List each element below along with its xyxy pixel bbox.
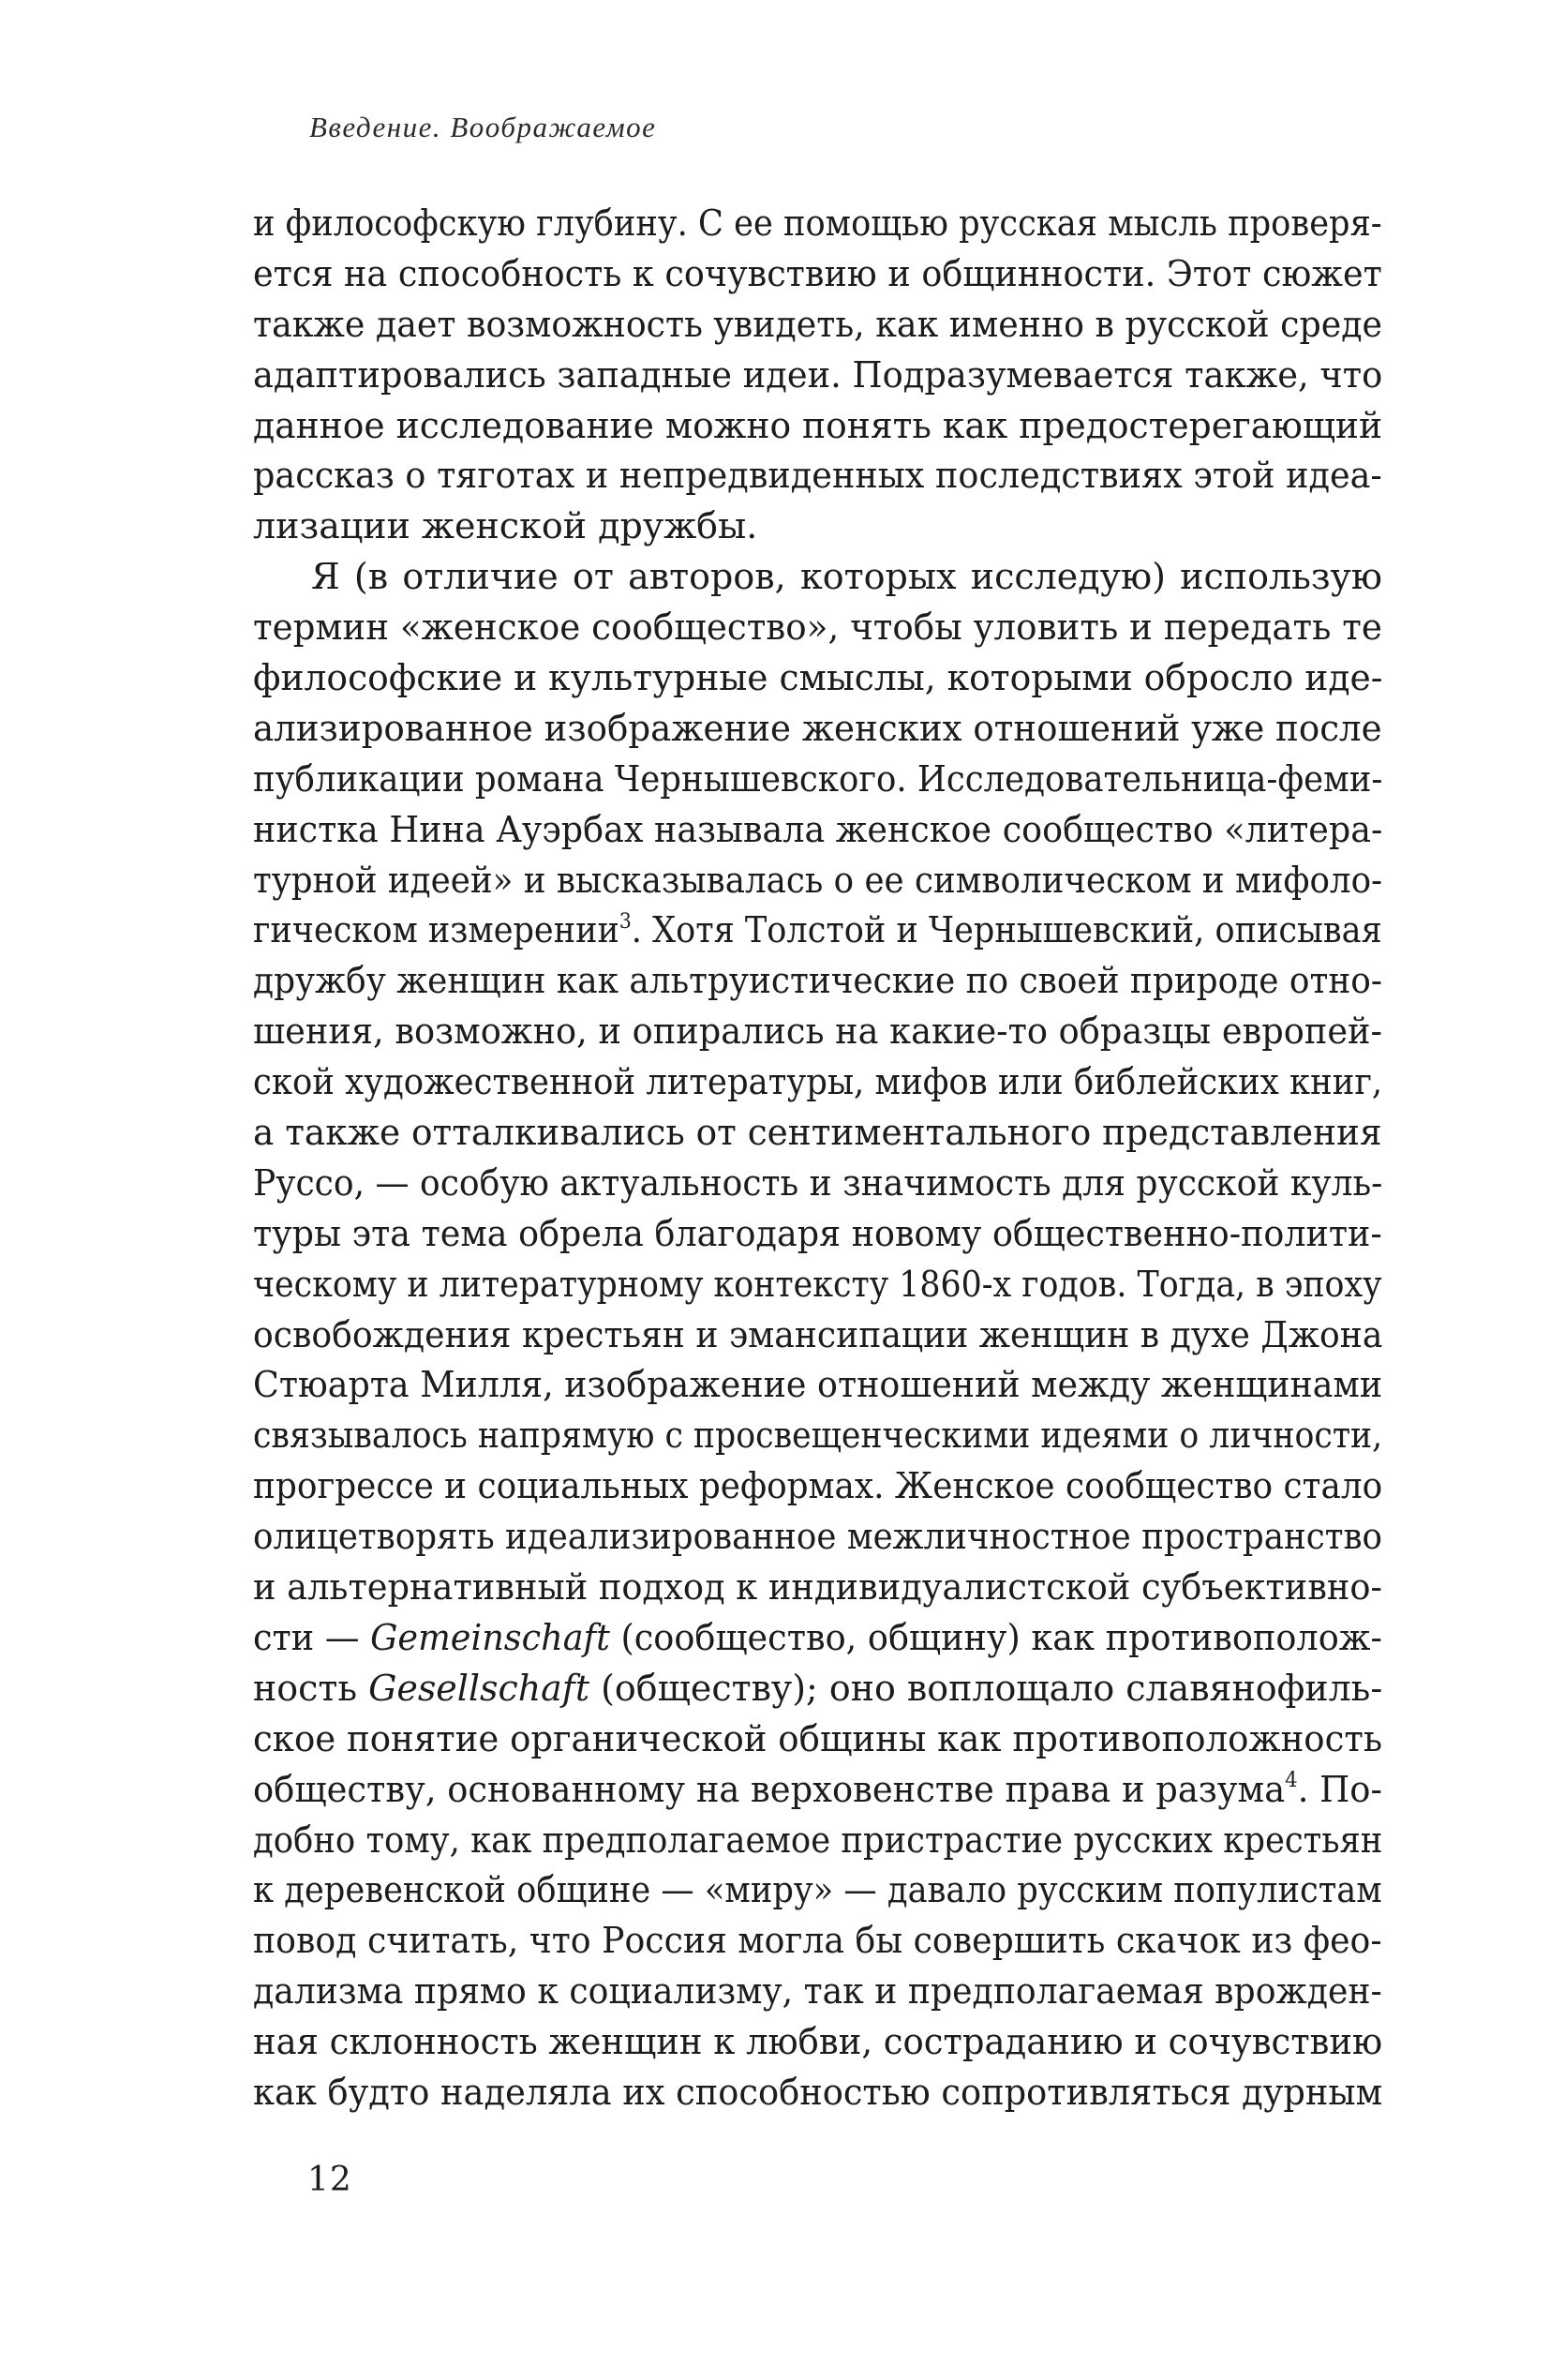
- text-line: и альтернативный подход к индивидуалистской субъективно-: [253, 1566, 1382, 1609]
- text-line: философские и культурные смыслы, которыми обросло иде-: [253, 657, 1383, 699]
- text-line: рассказ о тяготах и непредвиденных последствиях этой идеа-: [253, 455, 1382, 497]
- footnote-ref[interactable]: 4: [1285, 1768, 1298, 1792]
- text-segment: (обществу); оно воплощало славянофиль-: [589, 1667, 1383, 1709]
- text-line: туры эта тема обрела благодаря новому общественно-полити-: [253, 1212, 1382, 1254]
- text-segment: гическом измерении: [253, 909, 619, 951]
- text-line: адаптировались западные идеи. Подразумевается также, что: [253, 353, 1383, 396]
- footnote-ref[interactable]: 3: [619, 909, 632, 934]
- text-line: освобождения крестьян и эмансипации женщин в духе Джона: [253, 1313, 1383, 1355]
- text-line: повод считать, что Россия могла бы совершить скачок из фео-: [253, 1920, 1382, 1962]
- text-line: дализма прямо к социализму, так и предполагаемая врожден-: [253, 1970, 1382, 2013]
- text-line: а также отталкивались от сентиментального представления: [253, 1112, 1382, 1154]
- text-line: добно тому, как предполагаемое пристрастие русских крестьян: [253, 1819, 1383, 1861]
- text-line: Стюарта Милля, изображение отношений между женщинами: [253, 1364, 1383, 1406]
- text-line: как будто наделяла их способностью сопротивляться дурным: [253, 2071, 1383, 2113]
- text-line: [253, 1613, 1382, 1664]
- text-line: данное исследование можно понять как предостерегающий: [253, 404, 1383, 446]
- text-line: к деревенской общине — «миру» — давало русским популистам: [253, 1869, 1382, 1911]
- text-line: лизации женской дружбы.: [253, 505, 758, 547]
- text-line: также дает возможность увидеть, как именно в русской среде: [253, 303, 1383, 345]
- text-segment: сти —: [253, 1616, 371, 1658]
- text-line: [253, 1765, 1382, 1816]
- text-segment: обществу, основанному на верховенстве права и разума: [253, 1768, 1286, 1810]
- text-segment: . Хотя Толстой и Чернышевский, описывая: [631, 909, 1382, 951]
- text-line: ализированное изображение женских отношений уже после: [253, 707, 1382, 749]
- text-line: прогрессе и социальных реформах. Женское сообщество стало: [253, 1465, 1383, 1507]
- body-text: [253, 199, 1382, 2118]
- text-line: Я (в отличие от авторов, которых исследую) использую: [311, 556, 1382, 598]
- text-line: турной идеей» и высказывалась о ее символическом и мифоло-: [253, 859, 1383, 901]
- text-line: связывалось напрямую с просвещенческими идеями о личности,: [253, 1415, 1383, 1457]
- text-segment: . По-: [1297, 1768, 1382, 1810]
- text-line: ная склонность женщин к любви, состраданию и сочувствию: [253, 2021, 1383, 2063]
- text-line: шения, возможно, и опирались на какие-то образцы европей-: [253, 1010, 1382, 1053]
- text-line: ское понятие органической общины как противоположность: [253, 1717, 1383, 1759]
- italic-term: Gemeinschaft: [370, 1616, 610, 1658]
- text-line: олицетворять идеализированное межличностное пространство: [253, 1516, 1382, 1558]
- italic-term: Gesellschaft: [368, 1667, 590, 1709]
- text-segment: (сообщество, общину) как противополож-: [609, 1616, 1382, 1658]
- text-line: публикации романа Чернышевского. Исследовательница-феми-: [253, 757, 1383, 800]
- page-number: 12: [307, 2161, 352, 2199]
- text-line: Руссо, — особую актуальность и значимость для русской куль-: [253, 1161, 1383, 1204]
- text-line: [253, 906, 1382, 956]
- text-line: дружбу женщин как альтруистические по своей природе отно-: [253, 960, 1382, 1002]
- text-line: [253, 1664, 1383, 1714]
- text-line: ской художественной литературы, мифов или библейских книг,: [253, 1061, 1383, 1103]
- text-line: ется на способность к сочувствию и общинности. Этот сюжет: [253, 252, 1382, 294]
- running-header: Введение. Воображаемое: [309, 111, 657, 143]
- text-line: термин «женское сообщество», чтобы уловить и передать те: [253, 606, 1382, 649]
- text-line: и философскую глубину. С ее помощью русская мысль проверя-: [253, 202, 1382, 244]
- text-line: нистка Нина Ауэрбах называла женское сообщество «литера-: [253, 808, 1383, 850]
- text-segment: ность: [253, 1667, 369, 1709]
- text-line: ческому и литературному контексту 1860-х годов. Тогда, в эпоху: [253, 1263, 1382, 1305]
